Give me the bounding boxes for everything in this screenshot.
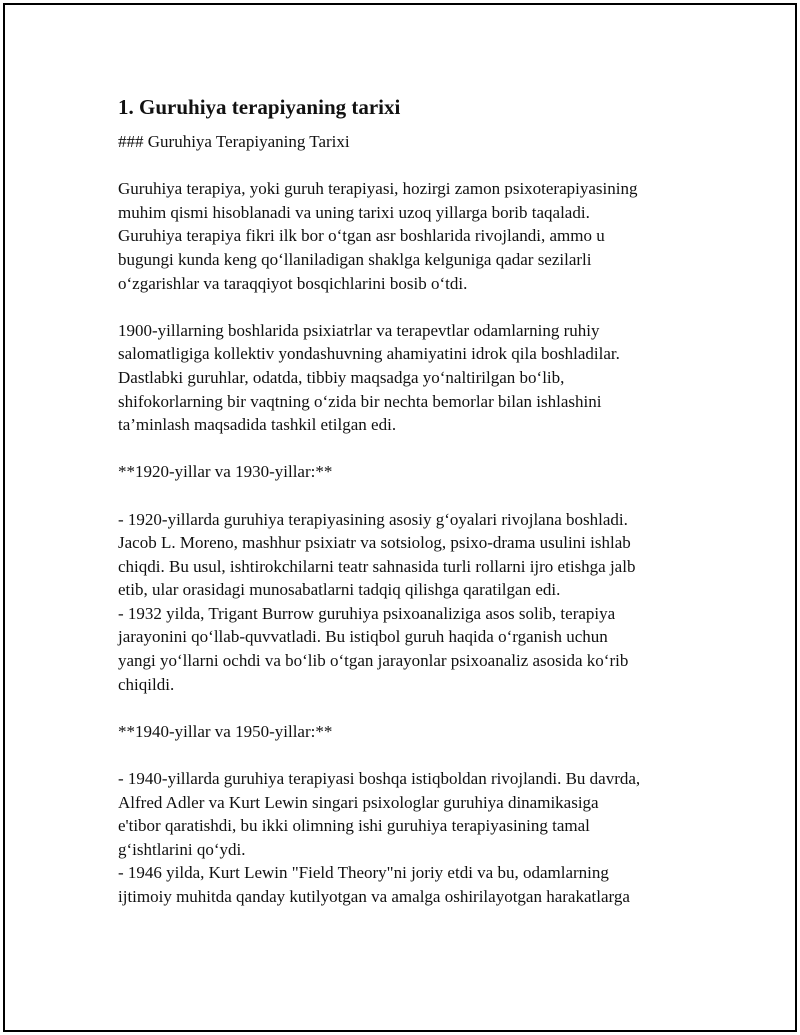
paragraph: [118, 460, 718, 484]
paragraph: [118, 130, 718, 154]
text-line: shifokorlarning bir vaqtning oʻzida bir nechta bemorlar bilan ishlashini: [118, 391, 602, 411]
paragraph-gap: [118, 295, 718, 319]
document-text: [118, 130, 718, 909]
page-title: 1. Guruhiya terapiyaning tarixi: [118, 95, 401, 119]
text-line: ### Guruhiya Terapiyaning Tarixi: [118, 132, 350, 151]
text-line: chiqdi. Bu usul, ishtirokchilarni teatr sahnasida turli rollarni ijro etishga jalb: [118, 556, 636, 576]
paragraph: [118, 508, 718, 697]
text-line: oʻzgarishlar va taraqqiyot bosqichlarini bosib oʻtdi.: [118, 273, 468, 293]
paragraph: [118, 319, 718, 437]
text-line: - 1940-yillarda guruhiya terapiyasi boshqa istiqboldan rivojlandi. Bu davrda,: [118, 769, 641, 789]
text-line: muhim qismi hisoblanadi va uning tarixi uzoq yillarga borib taqaladi.: [118, 202, 590, 222]
text-line: 1900-yillarning boshlarida psixiatrlar va terapevtlar odamlarning ruhiy: [118, 320, 600, 340]
text-line: - 1920-yillarda guruhiya terapiyasining asosiy gʻoyalari rivojlana boshladi.: [118, 509, 628, 529]
text-line: jarayonini qoʻllab-quvvatladi. Bu istiqbol guruh haqida oʻrganish uchun: [118, 627, 608, 647]
text-line: bugungi kunda keng qoʻllaniladigan shaklga kelguniga qadar sezilarli: [118, 249, 592, 269]
text-line: Guruhiya terapiya, yoki guruh terapiyasi, hozirgi zamon psixoterapiyasining: [118, 179, 638, 199]
text-line: e'tibor qaratishdi, bu ikki olimning ishi guruhiya terapiyasining tamal: [118, 816, 590, 836]
paragraph-gap: [118, 696, 718, 720]
text-line: Dastlabki guruhlar, odatda, tibbiy maqsadga yoʻnaltirilgan boʻlib,: [118, 367, 565, 387]
text-line: Guruhiya terapiya fikri ilk bor oʻtgan asr boshlarida rivojlandi, ammo u: [118, 226, 605, 246]
text-line: ta’minlash maqsadida tashkil etilgan edi.: [118, 415, 397, 435]
text-line: gʻishtlarini qoʻydi.: [118, 839, 246, 859]
text-line: - 1932 yilda, Trigant Burrow guruhiya psixoanaliziga asos solib, terapiya: [118, 603, 616, 623]
paragraph: [118, 767, 718, 909]
paragraph-gap: [118, 484, 718, 508]
text-line: chiqildi.: [118, 674, 175, 694]
text-line: Alfred Adler va Kurt Lewin singari psixologlar guruhiya dinamikasiga: [118, 792, 599, 812]
text-line: - 1946 yilda, Kurt Lewin "Field Theory"ni joriy etdi va bu, odamlarning: [118, 863, 609, 883]
text-line: **1940-yillar va 1950-yillar:**: [118, 721, 333, 741]
paragraph: [118, 720, 718, 744]
text-line: ijtimoiy muhitda qanday kutilyotgan va amalga oshirilayotgan harakatlarga: [118, 887, 630, 906]
text-line: salomatligiga kollektiv yondashuvning ahamiyatini idrok qila boshladilar.: [118, 344, 620, 364]
document-body: [118, 92, 718, 909]
text-line: etib, ular orasidagi munosabatlarni tadqiq qilishga qaratilgan edi.: [118, 580, 561, 600]
paragraph: [118, 177, 718, 295]
paragraph-gap: [118, 437, 718, 461]
paragraph-gap: [118, 154, 718, 178]
text-line: **1920-yillar va 1930-yillar:**: [118, 462, 333, 482]
text-line: yangi yoʻllarni ochdi va boʻlib oʻtgan jarayonlar psixoanaliz asosida koʻrib: [118, 651, 629, 671]
text-line: Jacob L. Moreno, mashhur psixiatr va sotsiolog, psixo-drama usulini ishlab: [118, 533, 631, 553]
paragraph-gap: [118, 743, 718, 767]
